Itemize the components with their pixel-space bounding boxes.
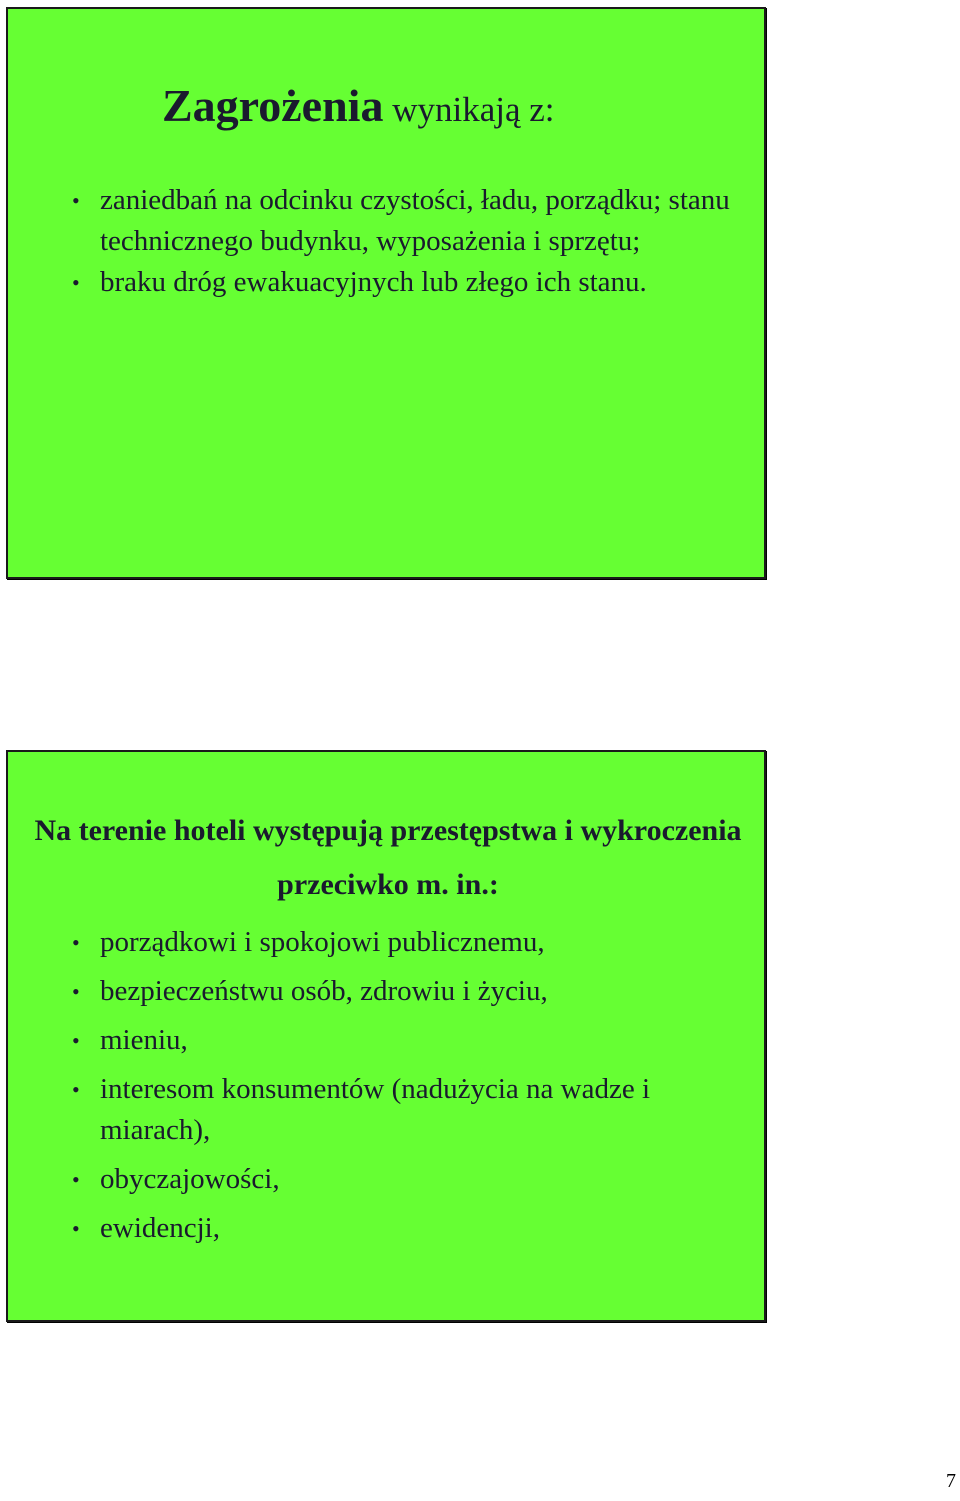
page-number: 7 <box>946 1470 956 1492</box>
slide-threats <box>6 7 766 579</box>
list-item: • mieniu, <box>72 1020 732 1061</box>
threats-bullet-list <box>72 180 732 303</box>
list-item: • ewidencji, <box>72 1208 732 1249</box>
crimes-bullet-list <box>72 922 732 1257</box>
list-item: • interesom konsumentów (nadużycia na wadze i miarach), <box>72 1069 732 1151</box>
slide-crimes <box>6 750 766 1322</box>
title-rest-text: wynikają z: <box>383 90 555 129</box>
list-item: • bezpieczeństwu osób, zdrowiu i życiu, <box>72 971 732 1012</box>
slide-title-crimes: Na terenie hoteli występują przestępstwa i wykroczenia przeciwko m. in.: <box>34 814 742 901</box>
list-item: • zaniedbań na odcinku czystości, ładu, porządku; stanu technicznego budynku, wyposażenia i sprzętu; <box>72 180 732 262</box>
list-item: • porządkowi i spokojowi publicznemu, <box>72 922 732 963</box>
list-item: • braku dróg ewakuacyjnych lub złego ich stanu. <box>72 262 732 303</box>
slide-title-threats <box>162 80 555 131</box>
title-strong-word: Zagrożenia <box>162 80 384 131</box>
list-item: • obyczajowości, <box>72 1159 732 1200</box>
